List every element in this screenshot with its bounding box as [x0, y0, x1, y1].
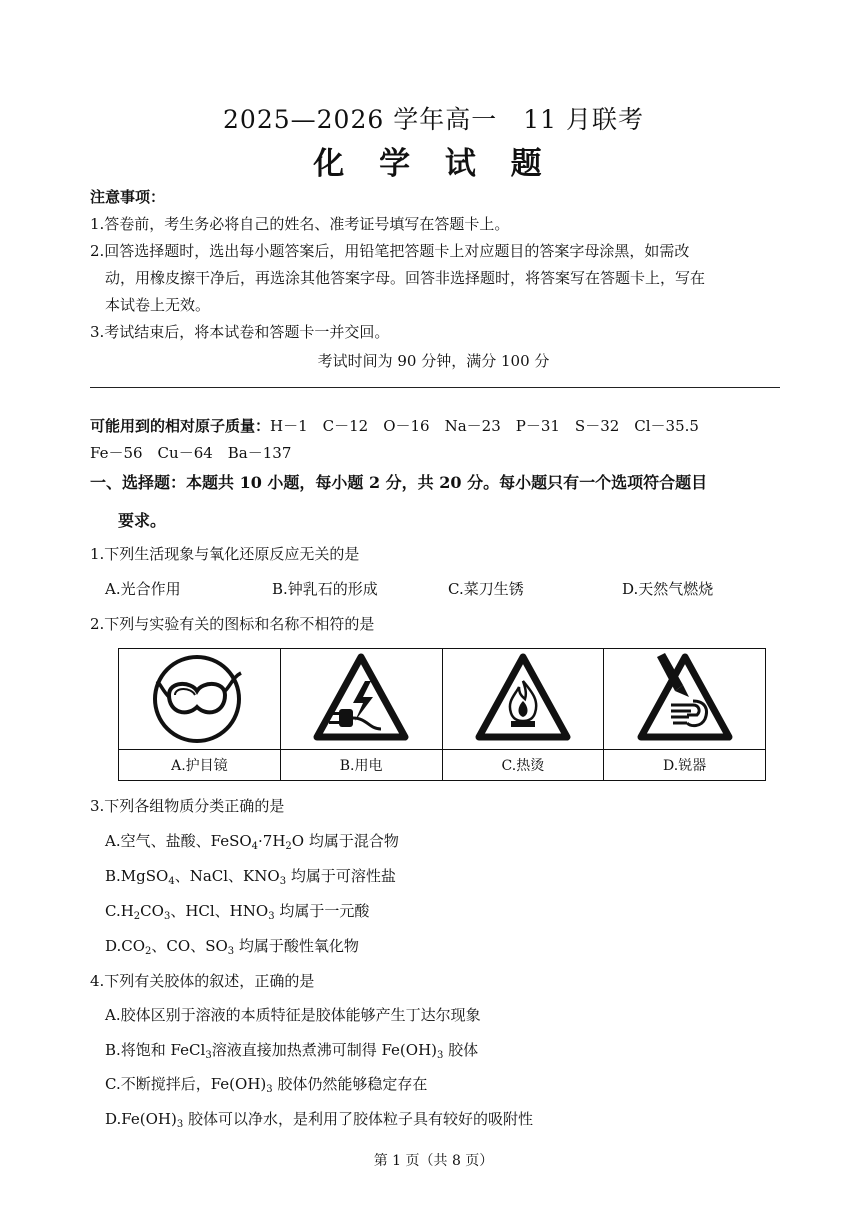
- note-item-3: 3.考试结束后，将本试卷和答题卡一并交回。: [90, 323, 390, 341]
- notes-heading: 注意事项：: [90, 188, 166, 206]
- q3-stem: 3.下列各组物质分类正确的是: [90, 797, 285, 815]
- q1-option-d: D.天然气燃烧: [622, 580, 714, 598]
- q1-option-a: A.光合作用: [105, 580, 181, 598]
- atomic-masses-label: 可能用到的相对原子质量：: [90, 417, 271, 435]
- note-item-2-line3: 本试卷上无效。: [105, 296, 211, 314]
- section1-heading-line2: 要求。: [118, 511, 167, 530]
- q4-option-b: B.将饱和 FeCl$_3$溶液直接加热煮沸可制得 $Fe(OH)_3$ 胶体: [105, 1041, 479, 1061]
- q1-stem: 1.下列生活现象与氧化还原反应无关的是: [90, 545, 360, 563]
- flame-icon: [473, 651, 573, 747]
- time-info: 考试时间为 90 分钟，满分 100 分: [317, 352, 550, 370]
- atomic-masses-line1: [90, 415, 699, 436]
- page-number: 第 1 页（共 8 页）: [373, 1153, 494, 1169]
- exam-title: 2025—2026 学年高一 11 月联考: [223, 105, 644, 134]
- symbol-cell-electricity: [280, 649, 442, 750]
- symbol-label-goggles: A.护目镜: [119, 750, 281, 781]
- divider-line: [90, 387, 780, 388]
- symbol-cell-heat: [442, 649, 604, 750]
- q3-option-d: $D.CO_2$、CO、$SO_3$ 均属于酸性氧化物: [105, 937, 359, 957]
- note-item-2-line2: 动，用橡皮擦干净后，再选涂其他答案字母。回答非选择题时，将答案写在答题卡上，写在: [105, 269, 706, 287]
- q4-option-c: C.不断搅拌后，$Fe(OH)_3$ 胶体仍然能够稳定存在: [105, 1075, 428, 1095]
- q1-option-b: B.钟乳石的形成: [272, 580, 378, 598]
- note-item-2-line1: 2.回答选择题时，选出每小题答案后，用铅笔把答题卡上对应题目的答案字母涂黑，如需改: [90, 242, 690, 260]
- atomic-masses-line2: Fe－56 Cu－64 Ba－137: [90, 444, 292, 462]
- symbol-label-sharp: D.锐器: [604, 750, 766, 781]
- q3-option-a: A.空气、盐酸、$FeSO_4\cdot 7H_2O$ 均属于混合物: [105, 832, 399, 852]
- atomic-masses-values-1: H－1 C－12 O－16 Na－23 P－31 S－32 Cl－35.5: [270, 417, 699, 435]
- sharp-object-icon: [635, 651, 735, 747]
- symbol-label-electricity: B.用电: [280, 750, 442, 781]
- q4-option-d: $D.Fe(OH)_3$ 胶体可以净水，是利用了胶体粒子具有较好的吸附性: [105, 1110, 533, 1130]
- q3-option-c: $C.H_2CO_3$、HCl、$HNO_3$ 均属于一元酸: [105, 902, 370, 922]
- symbol-cell-goggles: [119, 649, 281, 750]
- q4-stem: 4.下列有关胶体的叙述，正确的是: [90, 972, 315, 990]
- note-item-1: 1.答卷前，考生务必将自己的姓名、准考证号填写在答题卡上。: [90, 215, 510, 233]
- q2-stem: 2.下列与实验有关的图标和名称不相符的是: [90, 615, 375, 633]
- q4-option-a: A.胶体区别于溶液的本质特征是胶体能够产生丁达尔现象: [105, 1006, 481, 1024]
- symbol-label-heat: C.热烫: [442, 750, 604, 781]
- subject-title: 化 学 试 题: [313, 146, 554, 182]
- q1-option-c: C.菜刀生锈: [448, 580, 524, 598]
- electricity-icon: [311, 651, 411, 747]
- goggles-icon: [151, 651, 247, 747]
- section1-heading-line1: 一、选择题：本题共 10 小题，每小题 2 分，共 20 分。每小题只有一个选项符合题目: [90, 473, 708, 492]
- lab-symbol-table: [118, 648, 766, 781]
- symbol-cell-sharp: [604, 649, 766, 750]
- q3-option-b: B.MgSO$_4$、NaCl、$KNO_3$ 均属于可溶性盐: [105, 867, 396, 887]
